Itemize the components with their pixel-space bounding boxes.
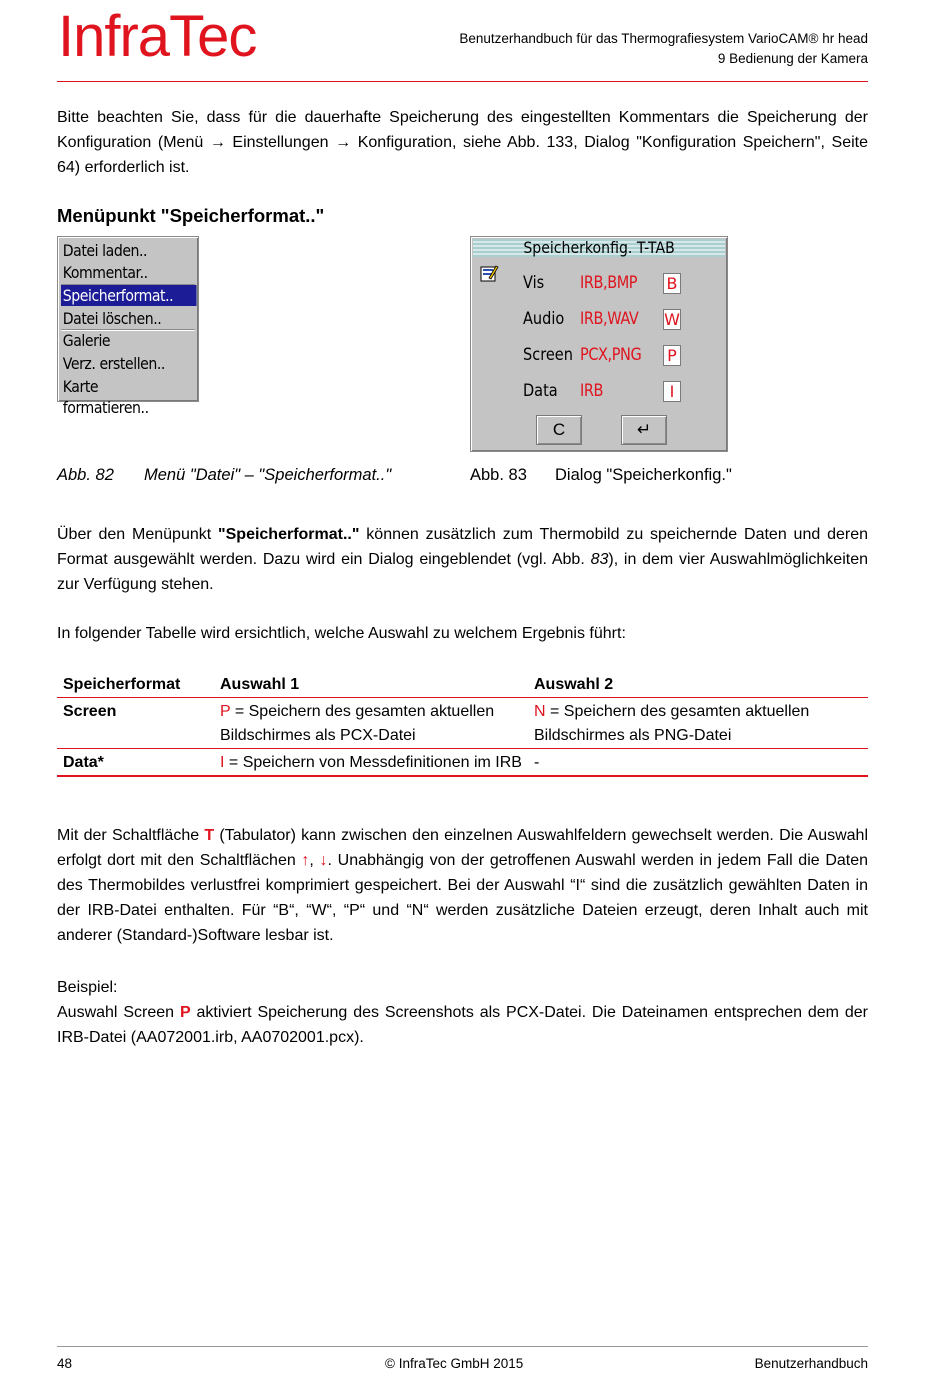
caption-fig83-text: Dialog "Speicherkonfig.": [555, 466, 732, 484]
row-label: Data: [523, 381, 558, 400]
section-title: Menüpunkt "Speicherformat..": [57, 205, 325, 226]
table-row: [57, 749, 868, 777]
caption-fig82-number: Abb. 82: [57, 466, 114, 484]
table-header-row: [57, 671, 868, 698]
caption-fig83-number: Abb. 83: [470, 466, 527, 484]
example-paragraph: Beispiel: Auswahl Screen P aktiviert Speicherung des Screenshots als PCX-Datei. Die Dateinamen entsprechen dem der IRB-Datei (AA072001.irb, AA0702001.pcx).: [57, 979, 869, 1046]
menu-item-gallery[interactable]: Galerie: [62, 331, 111, 350]
vis-selector[interactable]: B: [663, 273, 681, 294]
menu-item-delete[interactable]: Datei löschen..: [62, 309, 162, 328]
format-table: [57, 671, 868, 777]
table-header: Speicherformat: [63, 676, 181, 693]
table-header: Auswahl 1: [220, 676, 300, 693]
row-formats: IRB,WAV: [580, 309, 639, 328]
row-label: Audio: [523, 309, 565, 328]
header-chapter: 9 Bedienung der Kamera: [717, 51, 868, 66]
intro-paragraph: Bitte beachten Sie, dass für die dauerhafte Speicherung des eingestellten Kommentars die Speicherung der Konfiguration (Menü → Einstellungen → Konfiguration, siehe Abb. 133, Dialog "Konfiguration Speichern", Seite 64) erforderlich ist.: [57, 109, 868, 176]
dialog-title: Speicherkonfig. T-TAB: [473, 239, 725, 257]
row-formats: PCX,PNG: [580, 345, 642, 364]
footer-copyright: © InfraTec GmbH 2015: [385, 1356, 524, 1371]
header-title: Benutzerhandbuch für das Thermografiesystem VarioCAM® hr head: [459, 31, 868, 46]
logo-suffix: Tec: [169, 4, 257, 69]
footer-divider: [57, 1346, 868, 1347]
table-cell: I = Speichern von Messdefinitionen im IRB: [220, 754, 522, 771]
screen-selector[interactable]: P: [663, 345, 681, 366]
footer-doc-title: Benutzerhandbuch: [754, 1356, 868, 1371]
row-label: Screen: [523, 345, 573, 364]
table-header: Auswahl 2: [534, 676, 614, 693]
data-selector[interactable]: I: [663, 381, 681, 402]
row-formats: IRB,BMP: [580, 273, 638, 292]
table-cell: Data*: [63, 754, 104, 771]
save-config-dialog: [470, 236, 728, 452]
menu-item-format-card[interactable]: Karte formatieren..: [62, 377, 149, 417]
file-menu-screenshot: [57, 236, 199, 417]
edit-note-icon: [479, 263, 499, 283]
header-divider: [57, 81, 868, 82]
menu-item-create-dir[interactable]: Verz. erstellen..: [62, 354, 165, 373]
table-cell: Screen: [63, 703, 117, 720]
usage-paragraph: Mit der Schaltfläche T (Tabulator) kann zwischen den einzelnen Auswahlfeldern gewechselt werden. Die Auswahl erfolgt dort mit den Schaltflächen ↑, ↓. Unabhängig von der getroffenen Auswahl werden in jedem Fall die Daten des Thermobildes verlustfrei komprimiert gespeichert. Bei der Auswahl “I“ sind die zusätzlich gewählten Daten in der IRB-Datei enthalten. Für “B“, “W“, “P“ und “N“ werden zusätzliche Dateien erzeugt, deren Inhalt auch mit anderer (Standard-)Software lesbar ist.: [57, 827, 869, 944]
audio-selector[interactable]: W: [664, 310, 680, 329]
menu-item-comment[interactable]: Kommentar..: [62, 263, 148, 282]
caption-fig82-text: Menü "Datei" – "Speicherformat..": [144, 466, 392, 484]
table-cell: P = Speichern des gesamten aktuellen Bildschirmes als PCX-Datei: [220, 703, 495, 744]
confirm-enter-button[interactable]: ↵: [621, 415, 667, 445]
table-row: [57, 698, 868, 749]
row-label: Vis: [523, 273, 545, 292]
infratec-logo: [58, 5, 256, 69]
table-intro: In folgender Tabelle wird ersichtlich, welche Auswahl zu welchem Ergebnis führt:: [57, 625, 626, 642]
table-cell: N = Speichern des gesamten aktuellen Bildschirmes als PNG-Datei: [534, 703, 810, 744]
menu-item-load[interactable]: Datei laden..: [62, 241, 148, 260]
page-number: 48: [57, 1356, 73, 1371]
description-paragraph: Über den Menüpunkt "Speicherformat.." können zusätzlich zum Thermobild zu speichernde Daten und deren Format ausgewählt werden. Dazu wird ein Dialog eingeblendet (vgl. Abb. 83), in dem vier Auswahlmöglichkeiten zur Verfügung stehen.: [57, 526, 869, 593]
logo-prefix: Infra: [58, 4, 170, 69]
cancel-button[interactable]: C: [536, 415, 582, 445]
table-cell: -: [534, 754, 540, 771]
row-formats: IRB: [580, 381, 604, 400]
menu-item-save-format[interactable]: Speicherformat..: [61, 285, 197, 306]
